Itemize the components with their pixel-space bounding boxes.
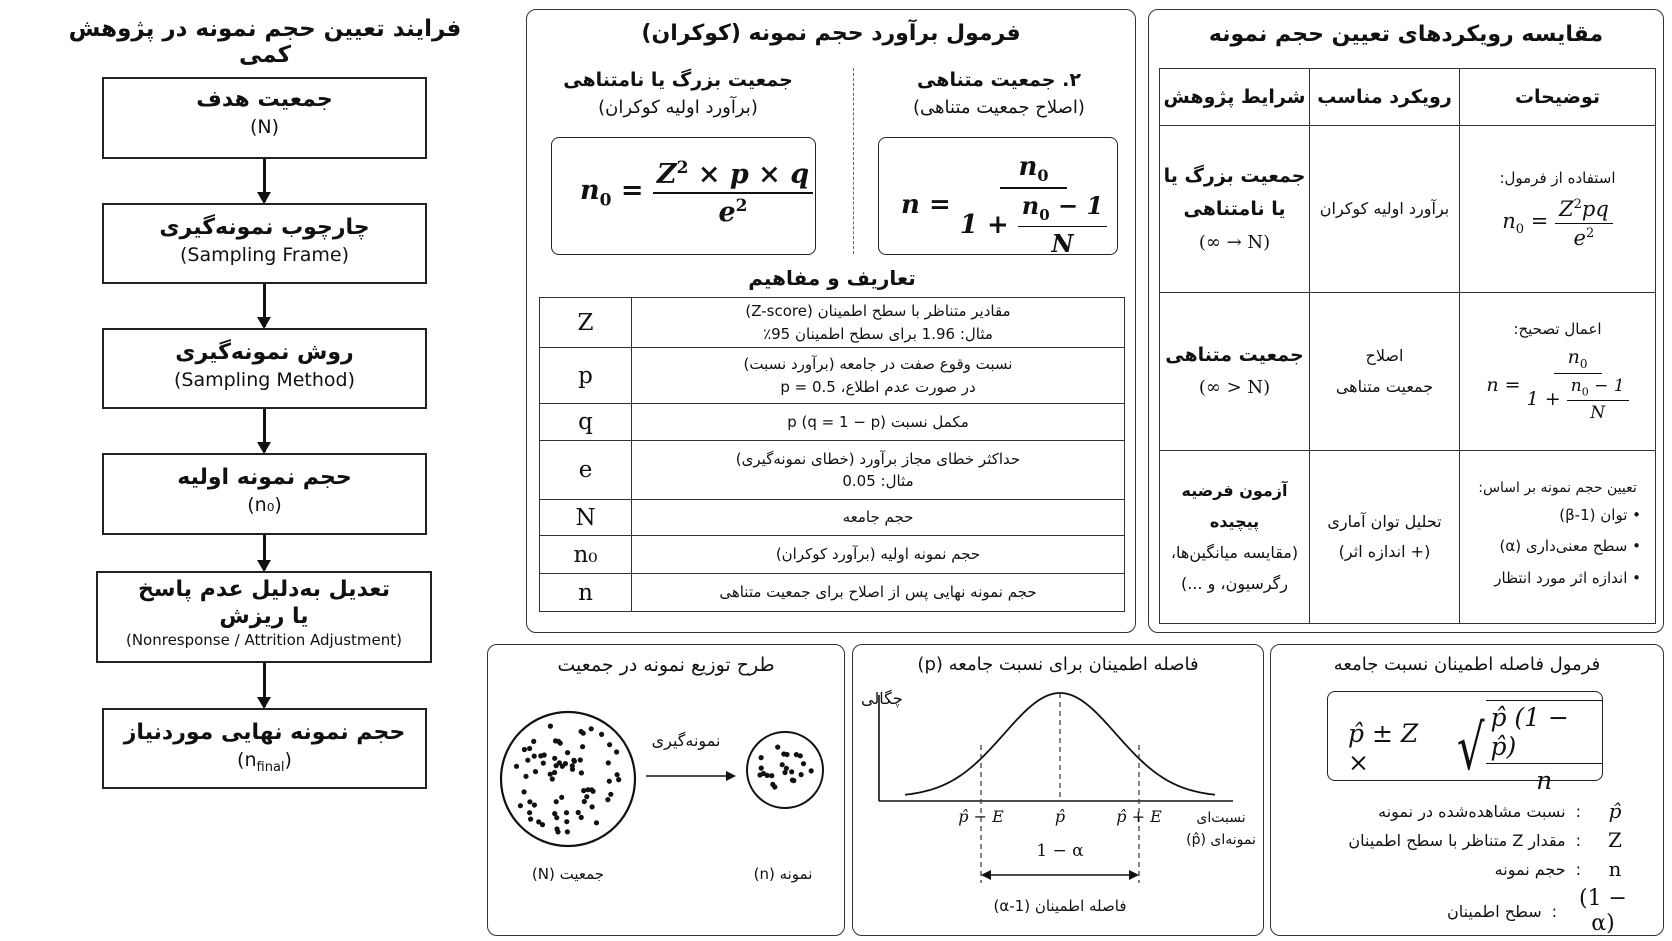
dot (782, 770, 787, 775)
definition-text: حجم نمونه نهایی پس از اصلاح برای جمعیت متناهی (632, 574, 1125, 612)
explanation-cell: استفاده از فرمول: $n_0$ = $\frac{Z^2pq}{e^2}$ (1460, 126, 1656, 293)
dot (565, 750, 570, 755)
dot (615, 772, 620, 777)
interval-arrowhead-left (981, 870, 991, 880)
dot (532, 802, 537, 807)
approach-cell: تحلیل توان آماری (+ اندازه اثر) (1310, 451, 1460, 624)
comparison-row-finite (1160, 293, 1656, 451)
legend-row: n : حجم نمونه (1494, 857, 1622, 881)
dot (552, 756, 557, 761)
dot (532, 754, 537, 759)
legend-row: (1 − α) : سطح اطمینان (1446, 886, 1627, 936)
legend-row: p̂ : نسبت مشاهده‌شده در نمونه (1378, 799, 1622, 823)
dot (518, 803, 523, 808)
comparison-panel (1148, 9, 1664, 633)
normal-curve-chart (853, 645, 1265, 937)
flow-step-initial-sample (102, 453, 427, 535)
dot (769, 773, 774, 778)
flow-step-sub: (Sampling Method) (173, 369, 356, 391)
ci-chart-panel (852, 644, 1264, 936)
dot (564, 810, 569, 815)
panel-title: فاصله اطمینان برای نسبت جامعه (p) (917, 654, 1199, 675)
definition-symbol: e (540, 441, 632, 500)
sampling-panel (487, 644, 845, 936)
definition-symbol: N (540, 500, 632, 536)
dot (606, 760, 611, 765)
flow-arrow (263, 409, 266, 452)
flowchart-title: فرایند تعیین حجم نمونه در پژوهش کمی (68, 16, 462, 68)
dot (780, 762, 785, 767)
dot (791, 778, 796, 783)
power-bullets (1460, 500, 1655, 595)
definition-row (540, 441, 1125, 500)
large-population-heading: جمعیت بزرگ یا نامتناهی (برآورد اولیه کوکران) (563, 69, 793, 118)
finite-correction-formula-box: n = $n_0$ 1 + $\frac{n_0 - 1}{N}$ (878, 137, 1118, 255)
dot (599, 732, 604, 737)
dot (607, 779, 612, 784)
dot (523, 774, 528, 779)
sampling-arrow-label: نمونه‌گیری (651, 731, 721, 750)
dot (522, 747, 527, 752)
dot (759, 766, 764, 771)
definition-row (540, 574, 1125, 612)
dot (794, 752, 799, 757)
header-conditions: شرایط پژوهش (1160, 69, 1310, 126)
panel-title: فرمول برآورد حجم نمونه (کوکران) (641, 21, 1021, 46)
dot (527, 799, 532, 804)
flow-step-sub: (Nonresponse / Attrition Adjustment) (125, 631, 403, 649)
dot (607, 742, 612, 747)
dot (590, 804, 595, 809)
panel-title: فرمول فاصله اطمینان نسبت جامعه (1333, 654, 1601, 675)
dot (541, 761, 546, 766)
definition-row (540, 536, 1125, 574)
dot (538, 753, 543, 758)
population-circle (501, 712, 635, 846)
interval-arrowhead-right (1129, 870, 1139, 880)
finite-formula-small: n = $n_0$ 1 + $\frac{n_0 - 1}{N}$ (1460, 346, 1655, 423)
definition-row (540, 298, 1125, 348)
sampling-arrowhead (726, 771, 736, 781)
dot (770, 782, 775, 787)
dot (565, 829, 570, 834)
density-curve (905, 693, 1215, 795)
dot (560, 764, 565, 769)
panel-title: طرح توزیع نمونه در جمعیت (557, 654, 775, 676)
flow-arrow (263, 663, 266, 707)
dot (559, 795, 564, 800)
approach-cell: اصلاح جمعیت متناهی (1310, 293, 1460, 451)
bullet-item: • اندازه اثر مورد انتظار (1460, 563, 1641, 595)
bullet-item: • توان (1-β) (1460, 500, 1641, 532)
condition-cell: آزمون فرضیه پیچیده (مقایسه میانگین‌ها، رگرسیون، و ...) (1160, 451, 1310, 624)
sample-label: نمونه (n) (753, 865, 813, 883)
dot (784, 752, 789, 757)
dot (789, 769, 794, 774)
definition-text: نسبت وقوع صفت در جامعه (برآورد نسبت) در صورت عدم اطلاع، p = 0.5 (632, 348, 1125, 404)
definition-row (540, 404, 1125, 441)
ci-formula-box: p̂ ± Z × √ $\frac{p̂ (1 - p̂)}{n}$ (1327, 691, 1603, 781)
cochran-formula-small: $n_0$ = $\frac{Z^2pq}{e^2}$ (1460, 197, 1655, 250)
dot (616, 777, 621, 782)
ci-formula-panel (1270, 644, 1664, 936)
interval-label: فاصله اطمینان (1-α) (993, 897, 1127, 915)
definitions-table (539, 297, 1125, 612)
cochran-formula-box: $n_0$ = $\frac{Z^2 \times p \times q}{e^2}$ (551, 137, 816, 255)
dot (555, 829, 560, 834)
sampling-diagram (488, 645, 846, 937)
dot (580, 744, 585, 749)
comparison-row-large (1160, 126, 1656, 293)
dot (525, 758, 530, 763)
comparison-row-hypothesis (1160, 451, 1656, 624)
definitions-title: تعاریف و مفاهیم (748, 266, 916, 290)
condition-cell: جمعیت بزرگ یا یا نامتناهی (N → ∞) (1160, 126, 1310, 293)
dot (514, 764, 519, 769)
dot (570, 767, 575, 772)
definition-row (540, 348, 1125, 404)
dot (605, 797, 610, 802)
header-explanation: توضیحات (1460, 69, 1656, 126)
dot (571, 758, 576, 763)
definition-text: حجم نمونه اولیه (برآورد کوکران) (632, 536, 1125, 574)
flow-step-target-population (102, 77, 427, 159)
dot (614, 749, 619, 754)
bullet-item: • سطح معنی‌داری (α) (1460, 531, 1641, 563)
condition-cell: جمعیت متناهی (N < ∞) (1160, 293, 1310, 451)
dot (527, 810, 532, 815)
tick-upper: p̂ + E (1116, 807, 1162, 826)
dot (564, 819, 569, 824)
y-axis-label: چگالی (861, 689, 903, 708)
dot (765, 773, 770, 778)
dot (536, 819, 541, 824)
flow-step-title: جمعیت هدف (196, 87, 333, 112)
divider-dashed (853, 68, 854, 254)
dot (528, 817, 533, 822)
flow-step-title-line2: یا ریزش (219, 604, 309, 629)
dot (533, 769, 538, 774)
x-axis-label: نسبت‌ای نمونه‌ای (p̂) (1186, 810, 1256, 849)
flow-arrow (263, 535, 266, 570)
definition-text: مکمل نسبت p (q = 1 − p) (632, 404, 1125, 441)
dot (548, 724, 553, 729)
definition-symbol: Z (540, 298, 632, 348)
dot (581, 731, 586, 736)
dot (759, 755, 764, 760)
flow-step-title: حجم نمونه اولیه (177, 465, 352, 490)
dot (757, 772, 762, 777)
dot (578, 757, 583, 762)
dot (527, 746, 532, 751)
dot (581, 788, 586, 793)
flow-step-sampling-method (102, 328, 427, 409)
flow-step-sampling-frame (102, 203, 427, 284)
dot (775, 745, 780, 750)
cochran-panel (526, 9, 1136, 633)
dot (576, 810, 581, 815)
explanation-cell: تعیین حجم نمونه بر اساس: • توان (1-β) • سطح معنی‌داری (α) • اندازه اثر مورد انتظار (1460, 451, 1656, 624)
definition-text: حداکثر خطای مجاز برآورد (خطای نمونه‌گیری) مثال: 0.05 (632, 441, 1125, 500)
flow-step-sub: $(n_{final})$ (237, 749, 292, 775)
finite-population-heading: ۲. جمعیت متناهی (اصلاح جمعیت متناهی) (913, 69, 1085, 118)
dot (799, 772, 804, 777)
dot (531, 739, 536, 744)
tick-lower: p̂ − E (958, 807, 1004, 826)
flow-step-title: روش نمونه‌گیری (175, 340, 354, 365)
tick-center: p̂ (1054, 807, 1066, 826)
dot (579, 770, 584, 775)
dot (801, 761, 806, 766)
dot (582, 799, 587, 804)
flow-arrow (263, 284, 266, 327)
dot (589, 726, 594, 731)
definition-symbol: q (540, 404, 632, 441)
definition-row (540, 500, 1125, 536)
confidence-level-label: 1 − α (1036, 841, 1084, 861)
explanation-cell: اعمال تصحیح: n = $n_0$ 1 + $\frac{n_0 - 1}{N}$ (1460, 293, 1656, 451)
flow-step-title: تعدیل به‌دلیل عدم پاسخ (138, 577, 390, 602)
definition-symbol: p (540, 348, 632, 404)
dot (522, 789, 527, 794)
dot (548, 772, 553, 777)
flow-arrow (263, 159, 266, 202)
dot (608, 792, 613, 797)
dot (554, 815, 559, 820)
flow-step-nonresponse-adjustment (96, 571, 432, 663)
population-label: جمعیت (N) (531, 865, 605, 883)
flow-step-title: حجم نمونه نهایی موردنیاز (123, 720, 406, 745)
legend-row: Z : مقدار Z متناظر با سطح اطمینان (1348, 828, 1622, 852)
flow-step-title: چارچوب نمونه‌گیری (159, 215, 370, 240)
definition-text: حجم جامعه (632, 500, 1125, 536)
definition-text: مقادیر متناظر با سطح اطمینان (Z-score) مثال: 1.96 برای سطح اطمینان 95٪ (632, 298, 1125, 348)
dot (585, 787, 590, 792)
dot (550, 776, 555, 781)
comparison-table (1159, 68, 1656, 624)
dot (594, 820, 599, 825)
dot (558, 741, 563, 746)
dot (809, 768, 814, 773)
definition-symbol: n₀ (540, 536, 632, 574)
dot (579, 815, 584, 820)
flow-step-sub: (n₀) (247, 494, 282, 516)
dot (584, 794, 589, 799)
header-approach: رویکرد مناسب (1310, 69, 1460, 126)
definition-symbol: n (540, 574, 632, 612)
flow-step-sub: (Sampling Frame) (180, 244, 349, 266)
dot (554, 799, 559, 804)
approach-cell: برآورد اولیه کوکران (1310, 126, 1460, 293)
flow-step-final-sample (102, 708, 427, 789)
panel-title: مقایسه رویکردهای تعیین حجم نمونه (1208, 22, 1604, 47)
flow-step-sub: (N) (249, 116, 280, 138)
